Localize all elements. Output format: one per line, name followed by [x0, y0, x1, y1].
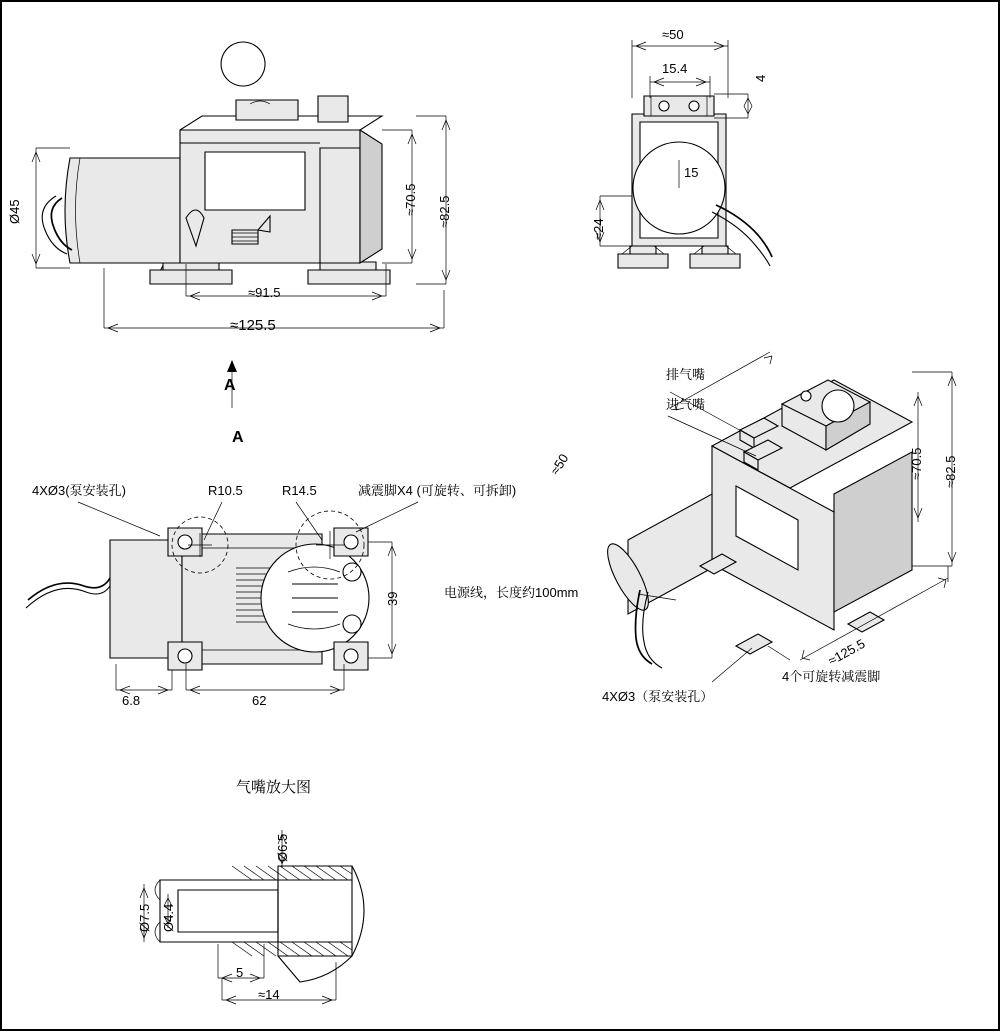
side-view-geometry: [618, 96, 772, 268]
top-dim-r14-5: R14.5: [282, 483, 317, 498]
top-dim-39: 39: [385, 591, 400, 606]
front-dim-91-5: ≈91.5: [248, 285, 281, 300]
front-dim-82-5: ≈82.5: [437, 195, 452, 228]
iso-note-damper-feet: 4个可旋转减震脚: [782, 669, 881, 684]
detail-dim-6-5: Ø6.5: [275, 833, 290, 862]
front-view-geometry: [42, 42, 390, 284]
section-arrow-label-a: A: [224, 377, 236, 394]
iso-dim-50: ≈50: [547, 451, 572, 478]
top-note-mount-holes: 4XØ3(泵安装孔): [32, 483, 126, 498]
iso-dim-82-5: ≈82.5: [943, 455, 958, 488]
detail-dim-7-5: Ø7.5: [137, 903, 152, 932]
front-dim-diameter-45: Ø45: [7, 199, 22, 224]
detail-dim-14: ≈14: [258, 987, 280, 1002]
section-letter-a: A: [232, 429, 244, 446]
top-dim-6-8: 6.8: [122, 693, 141, 708]
detail-dim-5: 5: [236, 965, 244, 980]
top-view-geometry: [26, 511, 369, 670]
detail-view-geometry: [155, 866, 364, 982]
iso-dim-70-5: ≈70.5: [909, 447, 924, 480]
side-dim-50: ≈50: [662, 27, 684, 42]
side-dim-15: 15: [684, 165, 699, 180]
iso-label-intake-nozzle: 进气嘴: [666, 397, 706, 412]
top-dim-r10-5: R10.5: [208, 483, 243, 498]
top-note-damper-feet: 减震脚X4 (可旋转、可拆卸): [358, 483, 517, 498]
detail-dim-4-4: Ø4.4: [161, 903, 176, 932]
iso-label-exhaust-nozzle: 排气嘴: [666, 367, 706, 382]
iso-dim-125-5: ≈125.5: [825, 635, 868, 669]
top-dim-62: 62: [252, 693, 267, 708]
iso-note-power-cord: 电源线，长度约100mm: [444, 585, 579, 600]
front-dim-125-5: ≈125.5: [230, 317, 276, 334]
side-dim-4: 4: [753, 74, 768, 82]
front-dim-70-5: ≈70.5: [403, 183, 418, 216]
detail-view-title: 气嘴放大图: [236, 779, 312, 796]
iso-view-geometry: [600, 380, 912, 668]
side-dim-24: ≈24: [591, 218, 606, 240]
iso-note-mount-holes: 4XØ3（泵安装孔）: [602, 689, 714, 704]
side-dim-15-4: 15.4: [662, 61, 688, 76]
